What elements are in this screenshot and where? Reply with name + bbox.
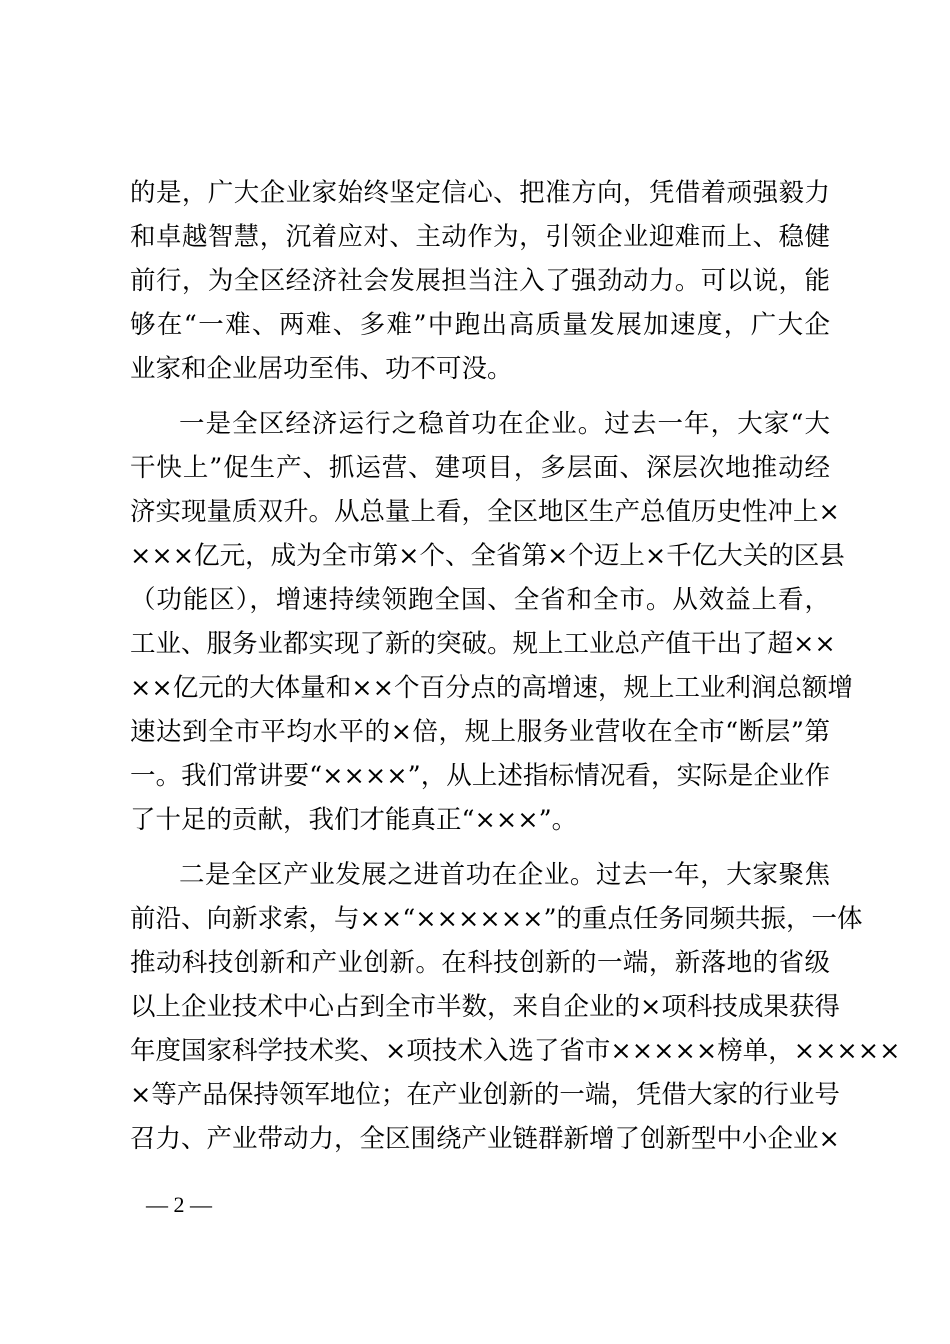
paragraph-3-line-7: 召力、产业带动力，全区围绕产业链群新增了创新型中小企业×: [130, 1124, 840, 1154]
paragraph-1-line-2: 和卓越智慧，沉着应对、主动作为，引领企业迎难而上、稳健: [130, 222, 830, 252]
paragraph-1-line-5: 业家和企业居功至伟、功不可没。: [130, 354, 513, 384]
paragraph-1-line-3: 前行，为全区经济社会发展担当注入了强劲动力。可以说，能: [130, 266, 830, 296]
paragraph-2-line-2: 干快上”促生产、抓运营、建项目，多层面、深层次地推动经: [130, 453, 830, 483]
paragraph-1-line-4: 够在“一难、两难、多难”中跑出高质量发展加速度，广大企: [130, 310, 830, 340]
paragraph-2-line-3: 济实现量质双升。从总量上看，全区地区生产总值历史性冲上×: [130, 497, 840, 527]
paragraph-2-line-4: ×××亿元，成为全市第×个、全省第×个迈上×千亿大关的区县: [130, 541, 845, 571]
paragraph-3-line-5: 年度国家科学技术奖、×项技术入选了省市×××××榜单，×××××: [130, 1036, 901, 1066]
paragraph-2-line-7: ××亿元的大体量和××个百分点的高增速，规上工业利润总额增: [130, 673, 853, 703]
paragraph-2-line-1: 一是全区经济运行之稳首功在企业。过去一年，大家“大: [179, 409, 830, 439]
paragraph-2-line-5: （功能区），增速持续领跑全国、全省和全市。从效益上看，: [130, 585, 830, 615]
paragraph-3-line-2: 前沿、向新求索，与××“××××××”的重点任务同频共振，一体: [130, 904, 863, 934]
paragraph-3-line-3: 推动科技创新和产业创新。在科技创新的一端，新落地的省级: [130, 948, 830, 978]
paragraph-2-line-6: 工业、服务业都实现了新的突破。规上工业总产值干出了超××: [130, 629, 836, 659]
paragraph-3-line-1: 二是全区产业发展之进首功在企业。过去一年，大家聚焦: [179, 860, 830, 890]
paragraph-2-line-10: 了十足的贡献，我们才能真正“×××”。: [130, 805, 578, 835]
paragraph-3-line-4: 以上企业技术中心占到全市半数，来自企业的×项科技成果获得: [130, 992, 840, 1022]
paragraph-2-line-8: 速达到全市平均水平的×倍，规上服务业营收在全市“断层”第: [130, 717, 830, 747]
page-number: — 2 —: [146, 1192, 212, 1217]
paragraph-3-line-6: ×等产品保持领军地位；在产业创新的一端，凭借大家的行业号: [130, 1080, 840, 1110]
paragraph-2-line-9: 一。我们常讲要“××××”，从上述指标情况看，实际是企业作: [130, 761, 830, 791]
paragraph-1-line-1: 的是，广大企业家始终坚定信心、把准方向，凭借着顽强毅力: [130, 178, 830, 208]
